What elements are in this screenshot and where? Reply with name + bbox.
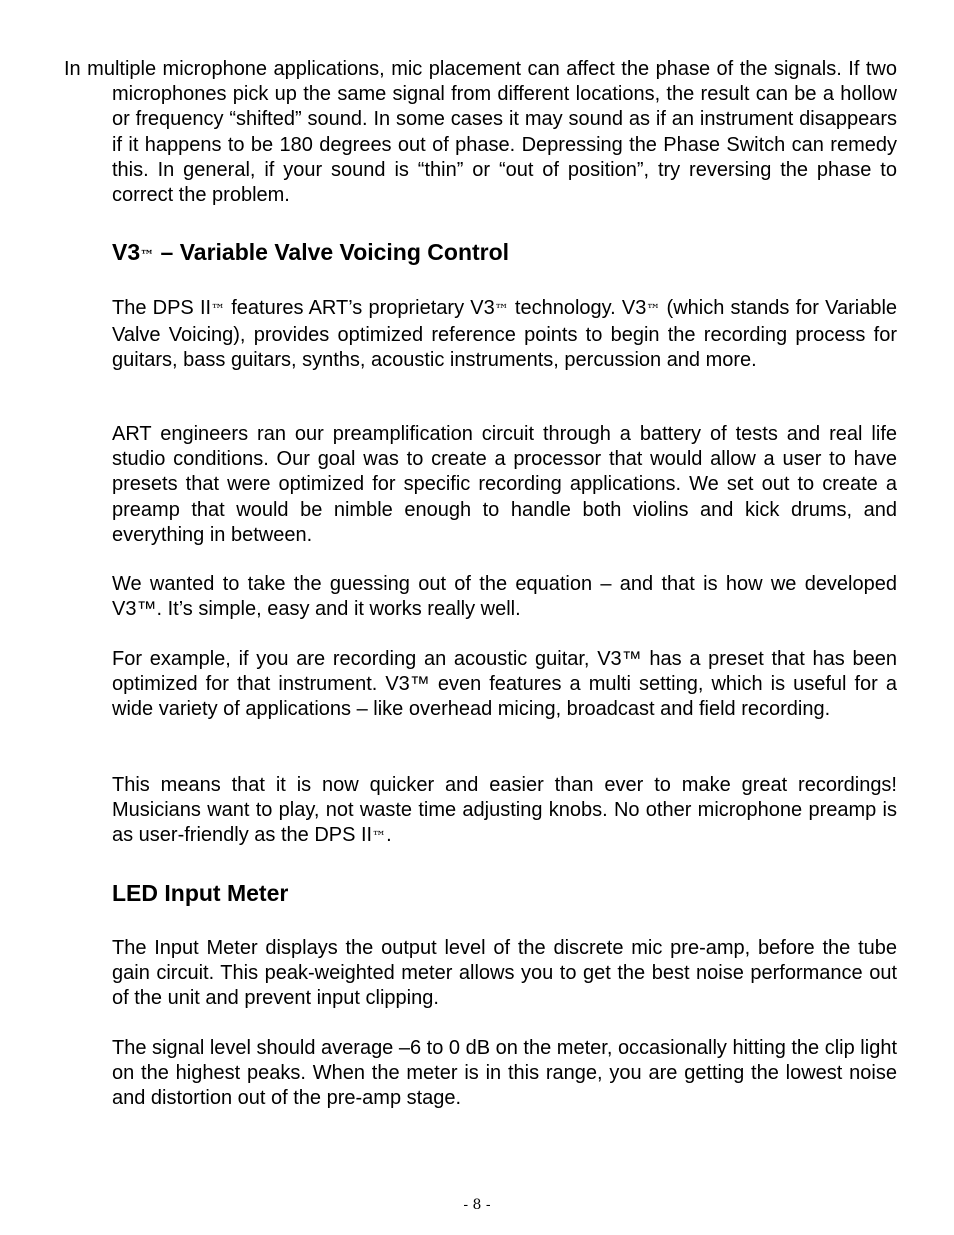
- example-paragraph: For example, if you are recording an acoustic guitar, V3™ has a preset that has been optimized for that instrument. V3™ even features a multi setting, which is useful for a wide variety of applications – like overhead micing, broadcast and field recording.: [112, 648, 897, 721]
- v3-heading-suffix: – Variable Valve Voicing Control: [154, 239, 510, 265]
- engineers-paragraph: ART engineers ran our preamplification circuit through a battery of tests and real life studio conditions. Our goal was to create a processor that would allow a user to have presets that were optimized for specific recording applications. We set out to create a preamp that would be nimble enough to handle both violins and kick drums, and everything in between.: [112, 423, 897, 546]
- text-run: (which stands for Variable Valve Voicing), provides optimized reference points to begin the recording process for guitars, bass guitars, synths, acoustic instruments, percussion and more.: [112, 297, 898, 372]
- text-run: features ART’s proprietary V3: [225, 297, 495, 319]
- v3-heading: [112, 238, 509, 270]
- text-run: This means that it is now quicker and easier than ever to make great recordings! Musicians want to play, not waste time adjusting knobs. No other microphone preamp is as user-friendly as the DPS II: [112, 774, 897, 847]
- text-run: The DPS II: [112, 297, 212, 319]
- trademark-symbol: ™: [494, 302, 509, 318]
- trademark-symbol: ™: [211, 302, 226, 318]
- page-number: - 8 -: [463, 1197, 491, 1213]
- text-run: technology. V3: [508, 297, 647, 319]
- trademark-symbol: ™: [646, 302, 661, 318]
- v3-heading-prefix: V3: [112, 239, 141, 265]
- trademark-symbol: ™: [372, 829, 387, 846]
- phase-paragraph: In multiple microphone applications, mic placement can affect the phase of the signals. If two microphones pick up the same signal from different locations, the result can be a hollow or frequency “shifted” sound. In some cases it may sound as if an instrument disappears if it happens to be 180 degrees out of phase. Depressing the Phase Switch can remedy this. In general, if your sound is “thin” or “out of position”, try reversing the phase to correct the problem.: [64, 58, 897, 207]
- v3-intro-paragraph: [112, 296, 897, 374]
- quicker-paragraph: [112, 773, 897, 851]
- signal-level-paragraph: The signal level should average –6 to 0 dB on the meter, occasionally hitting the clip light on the highest peaks. When the meter is in this range, you are getting the lowest noise and distortion out of the pre-amp stage.: [112, 1037, 897, 1110]
- input-meter-paragraph: The Input Meter displays the output level of the discrete mic pre-amp, before the tube gain circuit. This peak-weighted meter allows you to get the best noise performance out of the unit and prevent input clipping.: [112, 937, 897, 1010]
- trademark-symbol: ™: [140, 248, 155, 264]
- text-run: .: [386, 824, 392, 847]
- guessing-paragraph: We wanted to take the guessing out of the equation – and that is how we developed V3™. It’s simple, easy and it works really well.: [112, 573, 897, 621]
- led-input-meter-heading: LED Input Meter: [112, 880, 289, 906]
